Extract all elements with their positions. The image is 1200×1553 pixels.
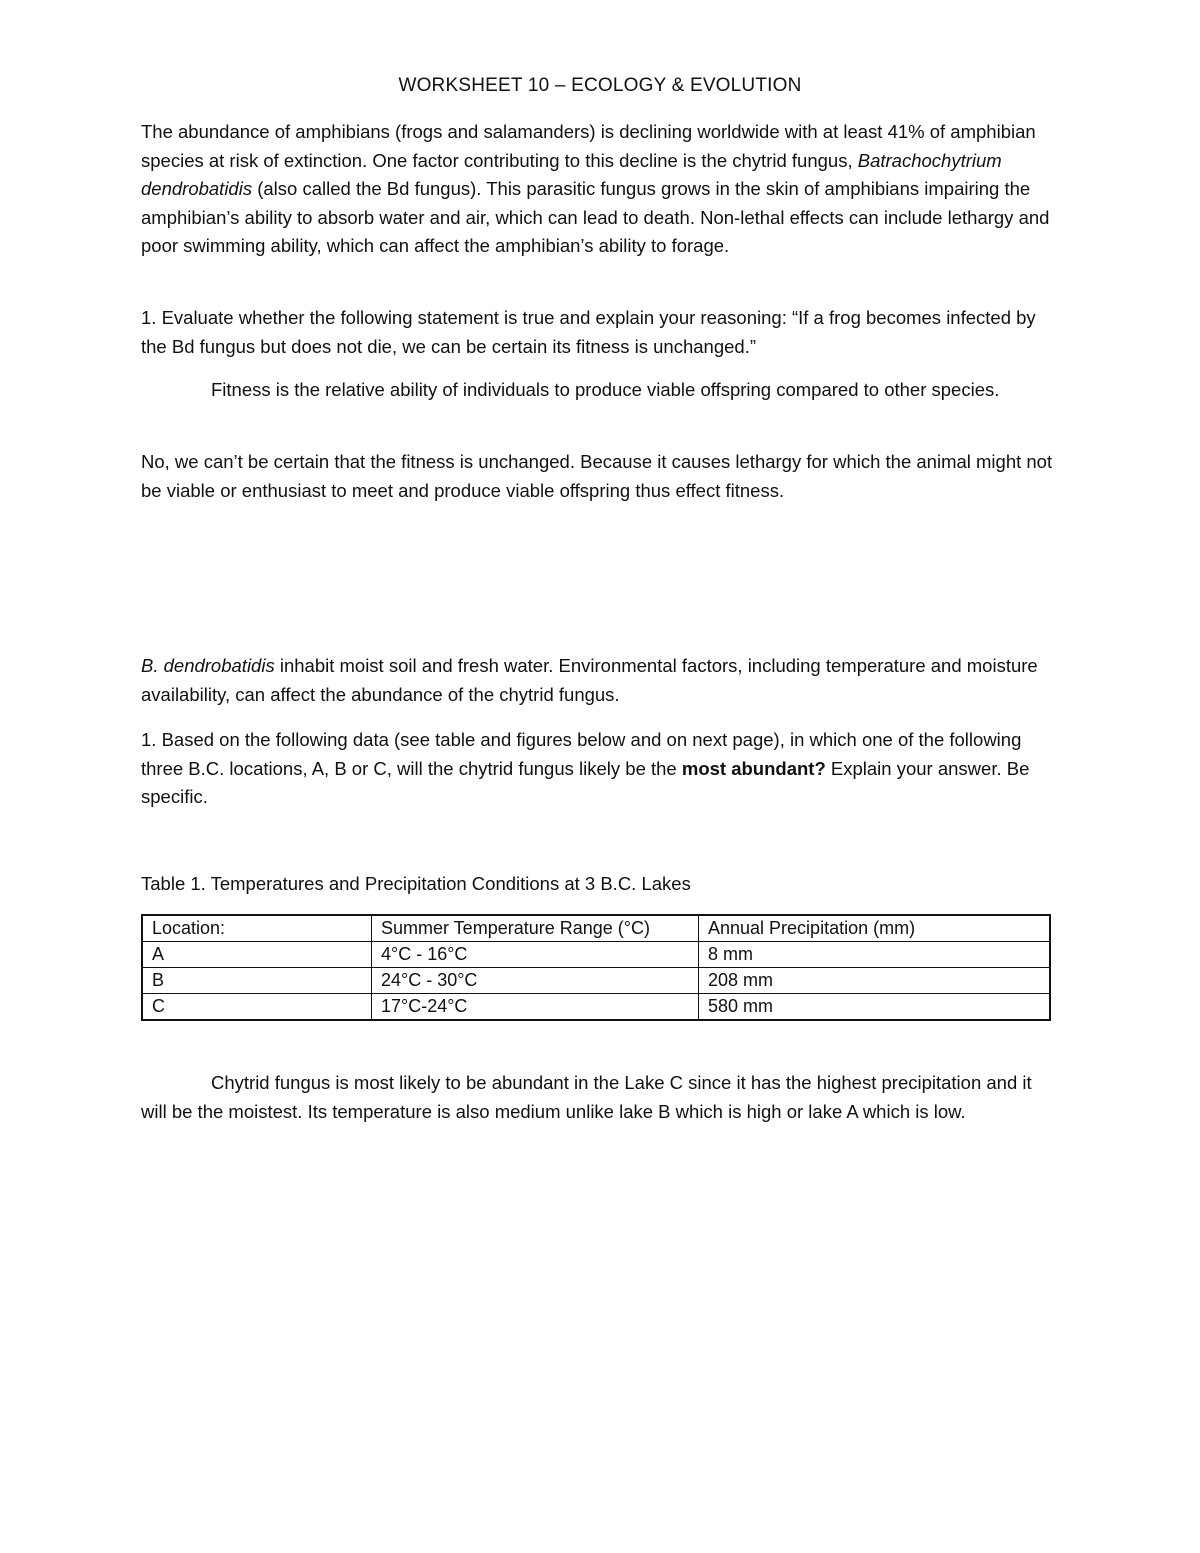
table-row: [142, 994, 1050, 1021]
species-abbrev: B. dendrobatidis: [141, 655, 275, 676]
species-name: Batrachochytrium dendrobatidis: [141, 149, 1002, 199]
intro-text-part2: (also called the Bd fungus). This parasitic fungus grows in the skin of amphibians impairing the amphibian’s ability to absorb water and air, which can lead to death. Non-lethal effects can include lethargy and poor swimming ability, which can affect the amphibian’s ability to forage.: [141, 178, 1050, 256]
table-row: [142, 968, 1050, 994]
question-2-text-after: Explain your answer. Be specific.: [141, 757, 1030, 807]
answer-2: [141, 1069, 1061, 1126]
question-2-text-before: 1. Based on the following data (see table and figures below and on next page), in which one of the following three B.C. locations, A, B or C, will the chytrid fungus likely be the: [141, 729, 1022, 779]
table-cell: C: [142, 994, 372, 1021]
intro-2-paragraph: [141, 652, 1061, 709]
table-cell: B: [142, 968, 372, 994]
intro-paragraph: [141, 118, 1061, 261]
table-caption: Table 1. Temperatures and Precipitation Conditions at 3 B.C. Lakes: [141, 873, 691, 894]
answer-2-text: Chytrid fungus is most likely to be abundant in the Lake C since it has the highest precipitation and it will be the moistest. Its temperature is also medium unlike lake B which is high or lake A which is low.: [141, 1072, 1032, 1122]
question-2-emphasis: most abundant?: [681, 757, 826, 779]
table-row: [142, 942, 1050, 968]
answer-1-text: No, we can’t be certain that the fitness is unchanged. Because it causes lethargy for which the animal might not be viable or enthusiast to meet and produce viable offspring thus effect fitness.: [141, 451, 1053, 501]
fitness-definition: Fitness is the relative ability of individuals to produce viable offspring compared to other species.: [211, 379, 1000, 400]
intro-text-part1: The abundance of amphibians (frogs and salamanders) is declining worldwide with at least 41% of amphibian species at risk of extinction. One factor contributing to this decline is the chytrid fungus,: [141, 121, 1036, 171]
conditions-table: [141, 914, 1051, 1021]
question-1: [141, 304, 1061, 361]
table-cell: 24°C - 30°C: [372, 968, 699, 994]
table-header-cell: Annual Precipitation (mm): [699, 915, 1051, 942]
table-cell: A: [142, 942, 372, 968]
table-cell: 17°C-24°C: [372, 994, 699, 1021]
question-2: [141, 726, 1061, 812]
answer-1: [141, 448, 1061, 505]
table-cell: 580 mm: [699, 994, 1051, 1021]
answer-1-definition: [141, 376, 1061, 405]
table-cell: 4°C - 16°C: [372, 942, 699, 968]
table-header-row: [142, 915, 1050, 942]
worksheet-title: WORKSHEET 10 – ECOLOGY & EVOLUTION: [398, 75, 802, 96]
table-cell: 208 mm: [699, 968, 1051, 994]
table-header-cell: Summer Temperature Range (°C): [372, 915, 699, 942]
table-cell: 8 mm: [699, 942, 1051, 968]
question-1-text: 1. Evaluate whether the following statement is true and explain your reasoning: “If a frog becomes infected by the Bd fungus but does not die, we can be certain its fitness is unchanged.”: [141, 307, 1036, 357]
table-header-cell: Location:: [142, 915, 372, 942]
intro-2-text: inhabit moist soil and fresh water. Environmental factors, including temperature and moisture availability, can affect the abundance of the chytrid fungus.: [141, 655, 1038, 705]
